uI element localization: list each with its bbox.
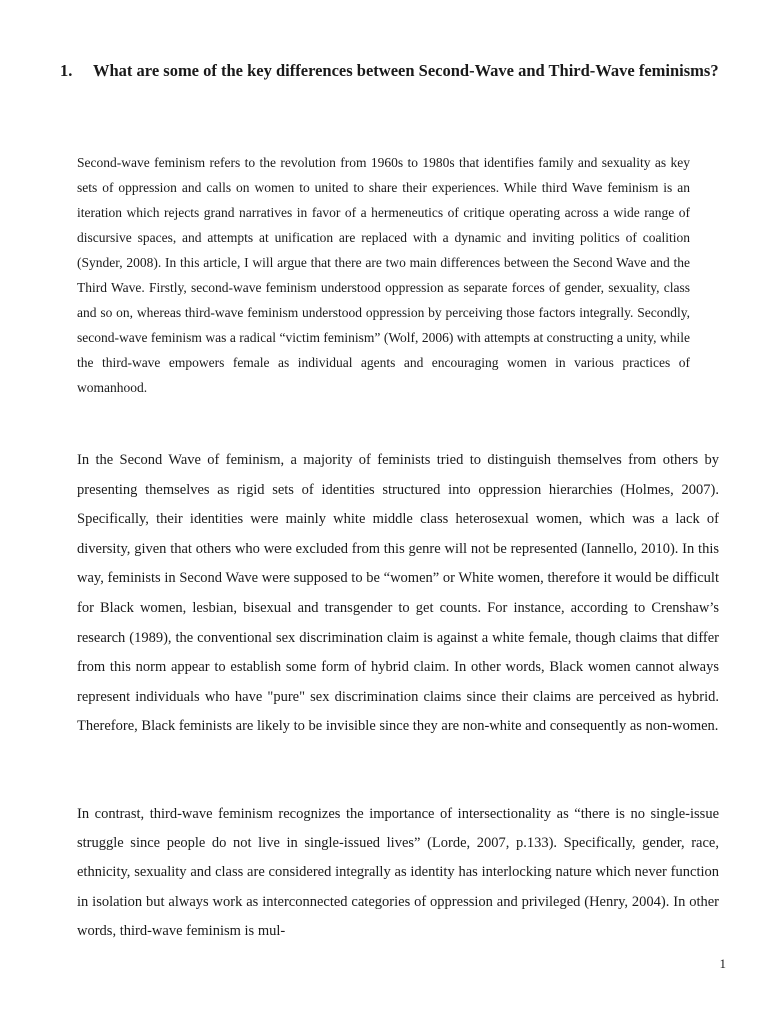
question-text: What are some of the key differences between Second-Wave and Third-Wave feminisms? (93, 61, 719, 80)
question-number: 1. (60, 61, 73, 80)
paragraph-second-wave: In the Second Wave of feminism, a majority of feminists tried to distinguish themselves from others by presenting themselves as rigid sets of identities structured into oppression hierarchies (Holmes, 2007). Specifically, their identities were mainly white middle class heterosexual women, which was a lack of diversity, given that others who were excluded from this genre will not be represented (Iannello, 2010). In this way, feminists in Second Wave were supposed to be “women” or White women, therefore it would be difficult for Black women, lesbian, bisexual and transgender to get counts. For instance, according to Crenshaw’s research (1989), the conventional sex discrimination claim is against a white female, though claims that differ from this norm appear to establish some form of hybrid claim. In other words, Black women cannot always represent individuals who have "pure" sex discrimination claims since their claims are perceived as hybrid. Therefore, Black feminists are likely to be invisible since they are non-white and consequently as non-women. (77, 452, 719, 735)
paragraph-intro: Second-wave feminism refers to the revolution from 1960s to 1980s that identifies family and sexuality as key sets of oppression and calls on women to united to share their experiences. While third Wave feminism is an iteration which rejects grand narratives in favor of a hermeneutics of critique operating across a wide range of discursive spaces, and attempts at unification are replaced with a dynamic and inviting politics of coalition (Synder, 2008). In this article, I will argue that there are two main differences between the Second Wave and the Third Wave. Firstly, second-wave feminism understood oppression as separate forces of gender, sexuality, class and so on, whereas third-wave feminism understood oppression by perceiving those factors integrally. Secondly, second-wave feminism was a radical “victim feminism” (Wolf, 2006) with attempts at constructing a unity, while the third-wave empowers female as individual agents and encouraging women in various practices of womanhood. (77, 155, 690, 395)
question-heading (60, 60, 730, 82)
paragraph-third-wave: In contrast, third-wave feminism recognizes the importance of intersectionality as “there is no single-issue struggle since people do not live in single-issued lives” (Lorde, 2007, p.133). Specifically, gender, race, ethnicity, sexuality and class are considered integrally as identity has interlocking nature which never function in isolation but always work as interconnected categories of oppression and privileged (Henry, 2004). In other words, third-wave feminism is mul- (77, 806, 719, 939)
page-number: 1 (719, 956, 726, 971)
